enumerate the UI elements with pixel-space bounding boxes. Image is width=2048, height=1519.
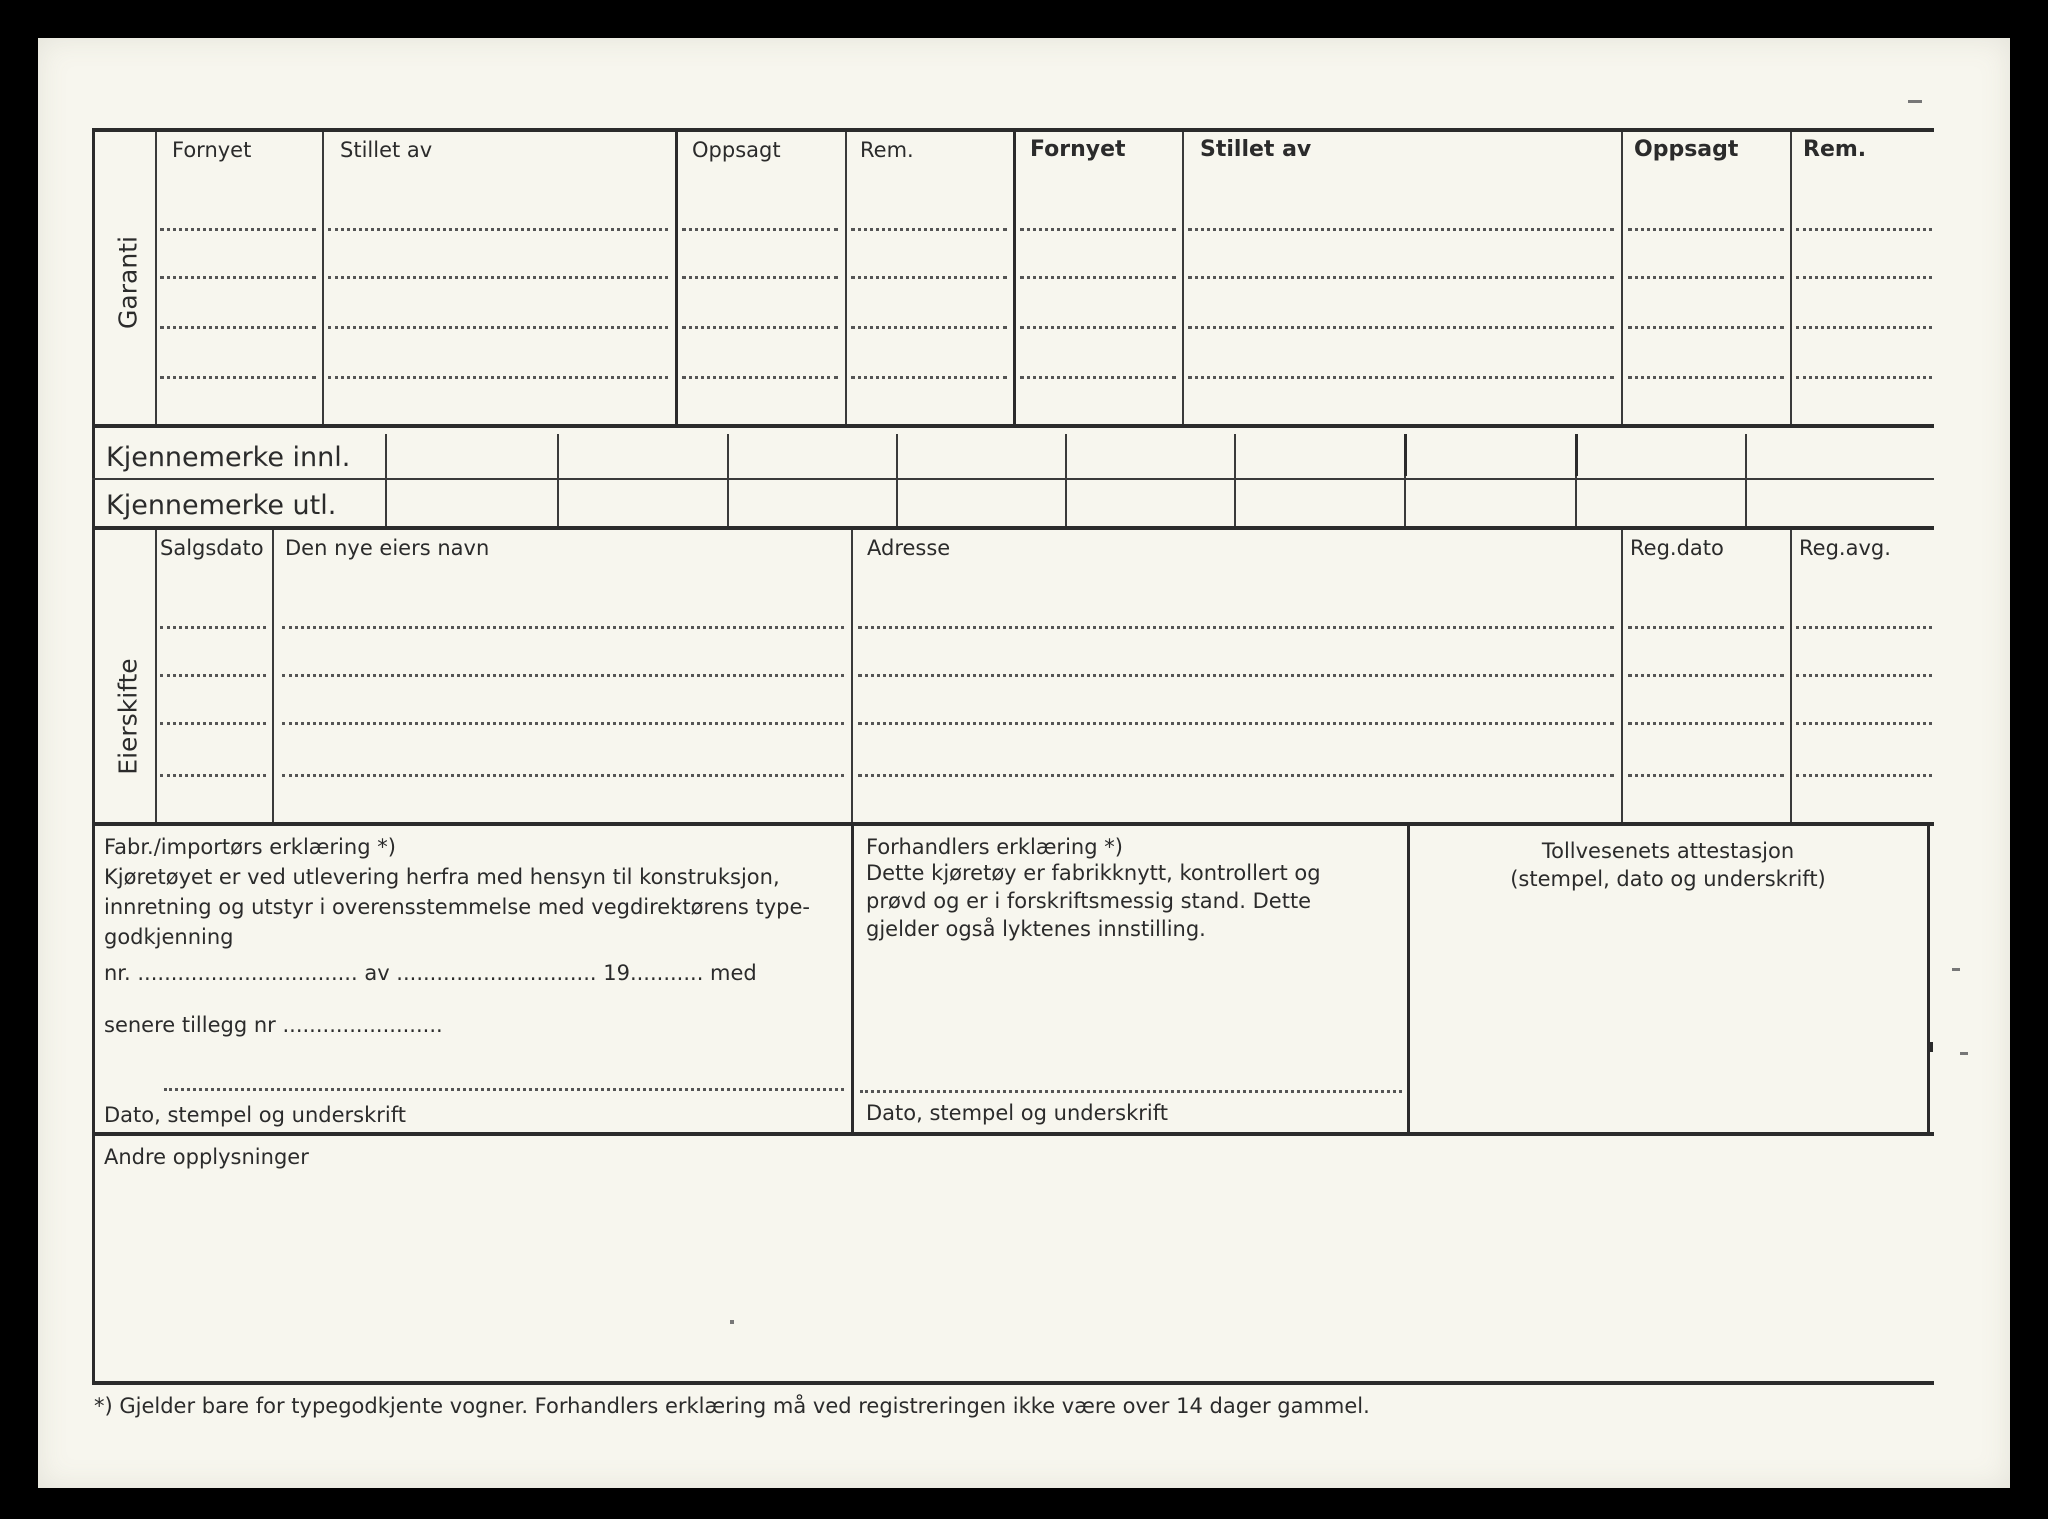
entry-line[interactable] [160, 276, 316, 279]
garanti-header-fornyet: Fornyet [172, 138, 252, 162]
entry-line[interactable] [858, 674, 1614, 677]
entry-line[interactable] [682, 228, 838, 231]
eier-header-salgsdato: Salgsdato [160, 536, 264, 560]
entry-line[interactable] [1796, 228, 1932, 231]
entry-line[interactable] [1796, 276, 1932, 279]
garanti-col-divider [322, 132, 324, 424]
entry-line[interactable] [282, 674, 844, 677]
entry-line[interactable] [1628, 276, 1784, 279]
entry-line[interactable] [851, 376, 1007, 379]
entry-line[interactable] [682, 276, 838, 279]
kjennemerke-utl-label: Kjennemerke utl. [106, 490, 337, 521]
entry-line[interactable] [328, 276, 668, 279]
forhandler-text-line: Dette kjøretøy er fabrikknytt, kontrollert og [866, 861, 1321, 885]
garanti-col-divider [1013, 132, 1016, 424]
entry-line[interactable] [1796, 674, 1932, 677]
eier-header-navn: Den nye eiers navn [285, 536, 490, 560]
entry-line[interactable] [160, 376, 316, 379]
garanti-col-divider [1621, 132, 1623, 424]
entry-line[interactable] [328, 228, 668, 231]
garanti-header-fornyet-2: Fornyet [1030, 137, 1126, 162]
entry-line[interactable] [1188, 276, 1614, 279]
garanti-header-rem: Rem. [860, 138, 914, 162]
entry-line[interactable] [160, 722, 266, 725]
entry-line[interactable] [682, 376, 838, 379]
fabr-text-line: godkjenning [104, 925, 234, 949]
entry-line[interactable] [1796, 626, 1932, 629]
eier-col-divider [155, 530, 157, 822]
garanti-section-label: Garanti [113, 236, 143, 329]
plate-col-divider [1234, 434, 1236, 526]
eier-col-divider [851, 530, 853, 822]
entry-line[interactable] [1020, 276, 1176, 279]
declaration-divider [1407, 826, 1410, 1132]
entry-line[interactable] [1188, 326, 1614, 329]
entry-line[interactable] [1796, 326, 1932, 329]
plate-col-divider [727, 434, 729, 526]
entry-line[interactable] [1796, 722, 1932, 725]
entry-line[interactable] [160, 626, 266, 629]
fabr-signature-label: Dato, stempel og underskrift [104, 1103, 406, 1127]
fabr-signature-line[interactable] [164, 1088, 844, 1091]
garanti-header-oppsagt: Oppsagt [692, 138, 781, 162]
print-speck [1960, 1052, 1968, 1055]
entry-line[interactable] [851, 326, 1007, 329]
plate-col-divider [557, 434, 559, 526]
garanti-col-divider [155, 132, 157, 424]
plate-col-divider [1575, 434, 1578, 476]
entry-line[interactable] [858, 774, 1614, 777]
fabr-text-line: innretning og utstyr i overensstemmelse med vegdirektørens type- [104, 895, 810, 919]
toll-title: Tollvesenets attestasjon [1541, 839, 1795, 863]
forhandler-signature-line[interactable] [860, 1090, 1402, 1093]
plate-row-divider [92, 478, 1934, 480]
print-speck [1952, 968, 1960, 971]
entry-line[interactable] [160, 674, 266, 677]
fabr-text-line: Kjøretøyet er ved utlevering herfra med hensyn til konstruksjon, [104, 865, 780, 889]
fabr-nr-line[interactable]: nr. ................................. av .............................. 19........... med [104, 961, 757, 985]
eier-header-reg-avg: Reg.avg. [1799, 536, 1891, 560]
entry-line[interactable] [1628, 376, 1784, 379]
entry-line[interactable] [851, 228, 1007, 231]
section-divider [92, 526, 1934, 530]
plate-col-divider [1745, 434, 1747, 526]
entry-line[interactable] [282, 626, 844, 629]
entry-line[interactable] [1188, 228, 1614, 231]
plate-col-divider [1575, 476, 1577, 526]
entry-line[interactable] [160, 326, 316, 329]
forhandler-text-line: gjelder også lyktenes innstilling. [866, 917, 1206, 941]
toll-subtitle: (stempel, dato og underskrift) [1510, 867, 1826, 891]
entry-line[interactable] [1628, 326, 1784, 329]
forhandler-signature-label: Dato, stempel og underskrift [866, 1101, 1168, 1125]
entry-line[interactable] [1020, 376, 1176, 379]
eier-header-reg-dato: Reg.dato [1630, 536, 1724, 560]
section-divider [92, 424, 1934, 428]
entry-line[interactable] [1020, 326, 1176, 329]
section-divider [92, 1132, 1934, 1136]
forhandler-text-line: prøvd og er i forskriftsmessig stand. Dette [866, 889, 1312, 913]
forhandler-title: Forhandlers erklæring *) [866, 835, 1123, 859]
plate-col-divider [1404, 476, 1406, 526]
entry-line[interactable] [851, 276, 1007, 279]
section-divider [92, 822, 1934, 826]
entry-line[interactable] [1628, 674, 1784, 677]
entry-line[interactable] [858, 626, 1614, 629]
entry-line[interactable] [1796, 376, 1932, 379]
eier-col-divider [1790, 530, 1792, 822]
eierskifte-section-label: Eierskifte [113, 658, 143, 775]
plate-col-divider [1065, 434, 1067, 526]
entry-line[interactable] [1796, 774, 1932, 777]
entry-line[interactable] [1188, 376, 1614, 379]
garanti-col-divider [1790, 132, 1792, 424]
entry-line[interactable] [1628, 626, 1784, 629]
eier-header-adresse: Adresse [867, 536, 951, 560]
garanti-header-stillet-av-2: Stillet av [1200, 137, 1312, 162]
garanti-col-divider [675, 132, 678, 424]
print-speck [730, 1320, 734, 1324]
entry-line[interactable] [282, 774, 844, 777]
entry-line[interactable] [328, 326, 668, 329]
declaration-divider [851, 826, 854, 1132]
garanti-header-oppsagt-2: Oppsagt [1634, 137, 1739, 162]
entry-line[interactable] [160, 774, 266, 777]
andre-opplysninger-area[interactable] [100, 1178, 1928, 1378]
left-border [92, 128, 95, 1384]
entry-line[interactable] [328, 376, 668, 379]
entry-line[interactable] [1628, 228, 1784, 231]
eier-col-divider [1621, 530, 1623, 822]
garanti-col-divider [1182, 132, 1184, 424]
fabr-tillegg-line[interactable]: senere tillegg nr ........................ [104, 1013, 443, 1037]
kjennemerke-innl-label: Kjennemerke innl. [106, 442, 351, 473]
right-border-stub [1930, 1042, 1933, 1052]
garanti-header-rem-2: Rem. [1803, 137, 1867, 162]
plate-col-divider [1404, 434, 1407, 476]
footnote: *) Gjelder bare for typegodkjente vogner. Forhandlers erklæring må ved registreringen ikke være over 14 dager gammel. [94, 1394, 1370, 1418]
fabr-title: Fabr./importørs erklæring *) [104, 835, 396, 859]
declaration-divider [1927, 826, 1930, 1132]
andre-opplysninger-label: Andre opplysninger [104, 1145, 309, 1169]
entry-line[interactable] [160, 228, 316, 231]
entry-line[interactable] [1020, 228, 1176, 231]
entry-line[interactable] [282, 722, 844, 725]
entry-line[interactable] [1628, 722, 1784, 725]
entry-line[interactable] [858, 722, 1614, 725]
entry-line[interactable] [682, 326, 838, 329]
plate-col-divider [385, 434, 387, 526]
print-speck [1908, 100, 1922, 103]
garanti-col-divider [845, 132, 847, 424]
bottom-border [92, 1381, 1934, 1385]
garanti-header-stillet-av: Stillet av [340, 138, 433, 162]
plate-col-divider [896, 434, 898, 526]
eier-col-divider [272, 530, 274, 822]
entry-line[interactable] [1628, 774, 1784, 777]
